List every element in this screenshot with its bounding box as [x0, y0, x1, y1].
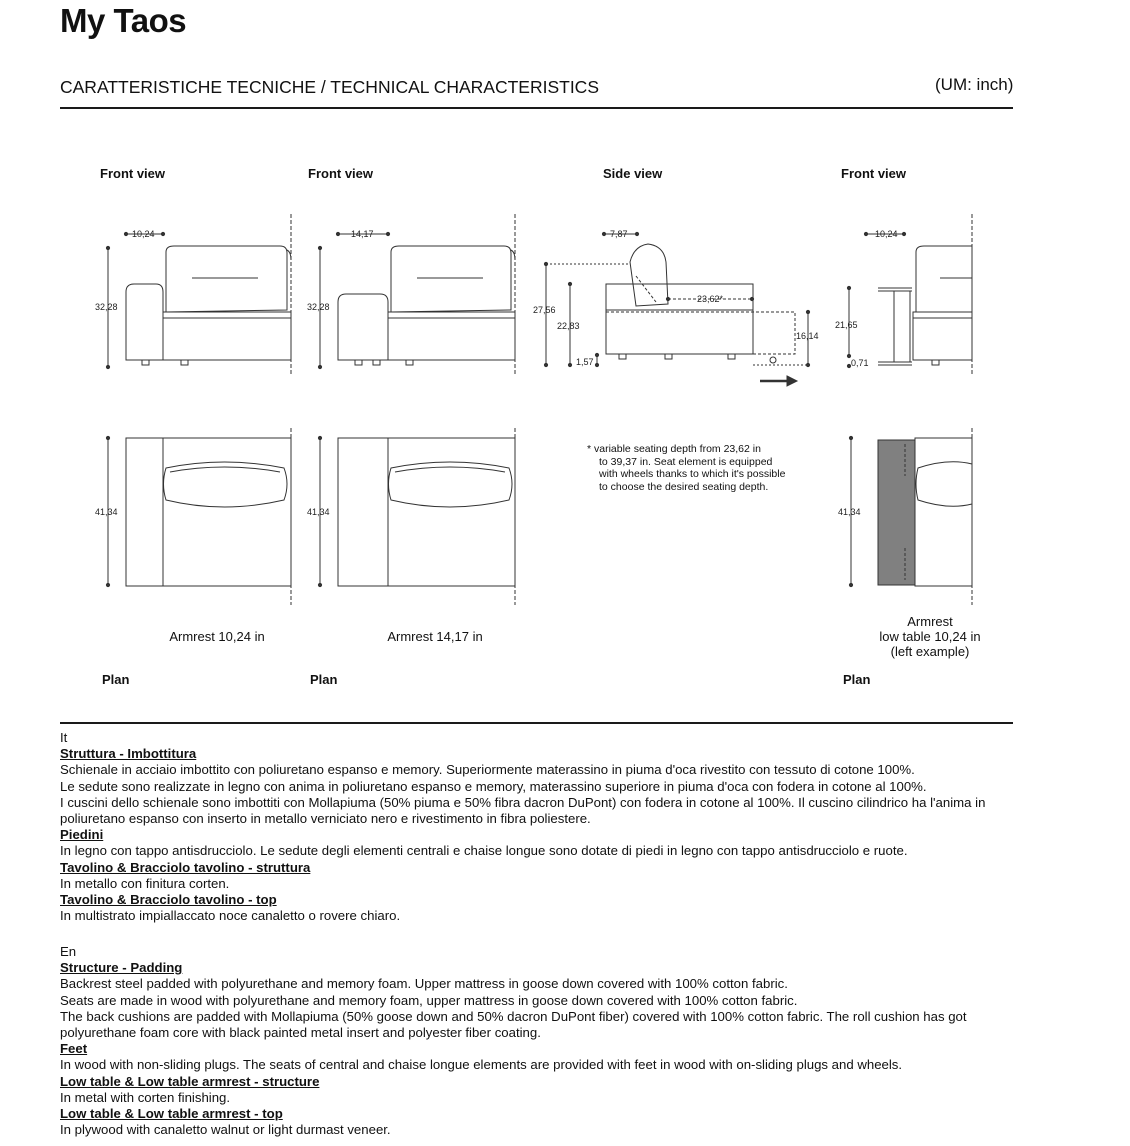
section-rule [60, 722, 1013, 724]
plan-low-table [849, 428, 972, 605]
italian-specs [60, 730, 1020, 924]
dim-10-24-b: 10,24 [875, 229, 898, 239]
it-heading-table-structure: Tavolino & Bracciolo tavolino - struttura [60, 859, 311, 875]
front-view-low-table [847, 214, 972, 376]
caption-low-table-line-2: low table 10,24 in [879, 629, 981, 644]
dim-7-87: 7,87 [610, 229, 628, 239]
en-heading-table-structure: Low table & Low table armrest - structure [60, 1073, 320, 1089]
lang-en: En [60, 944, 77, 959]
dim-41-34-a: 41,34 [95, 507, 118, 517]
en-heading-feet: Feet [60, 1041, 88, 1057]
dim-21-65: 21,65 [835, 320, 858, 330]
seating-depth-note [587, 443, 817, 493]
it-para-1b: Le sedute sono realizzate in legno con anima in poliuretano espanso e memory, materassino superiore in piuma d'oca con fodera in cotone al 100%. [60, 778, 927, 794]
front-view-armrest-14-17 [318, 214, 515, 376]
caption-low-table-line-1: Armrest [907, 614, 953, 629]
caption-low-table-line-3: (left example) [890, 644, 970, 659]
it-para-2: In legno con tappo antisdrucciolo. Le sedute degli elementi centrali e chaise longue sono dotate di piedi in legno con tappo antisdrucciolo e ruote. [60, 843, 908, 859]
plan-label-1: Plan [102, 672, 130, 687]
view-label-front-3: Front view [841, 166, 907, 181]
dim-27-56: 27,56 [533, 305, 556, 315]
page-title: My Taos [60, 2, 187, 39]
dim-0-71: 0,71 [851, 358, 869, 368]
en-heading-structure: Structure - Padding [60, 960, 183, 976]
note-line-1: * variable seating depth from 23,62 in [587, 443, 761, 455]
it-heading-table-top: Tavolino & Bracciolo tavolino - top [60, 892, 277, 908]
dim-14-17: 14,17 [351, 229, 374, 239]
plan-armrest-14-17 [318, 428, 515, 605]
dim-1-57: 1,57 [576, 357, 594, 367]
dim-41-34-c: 41,34 [838, 507, 861, 517]
it-heading-feet: Piedini [60, 827, 104, 843]
note-line-4: to choose the desired seating depth. [599, 480, 769, 493]
it-para-1a: Schienale in acciaio imbottito con poliuretano espanso e memory. Superiormente materassino in piuma d'oca rivestito con tessuto di cotone 100%. [60, 762, 915, 778]
it-para-3: In metallo con finitura corten. [60, 875, 230, 891]
english-specs [60, 944, 1020, 1138]
view-label-side: Side view [603, 166, 663, 181]
caption-low-table [850, 614, 1010, 659]
dim-16-14: 16,14 [796, 331, 819, 341]
dim-32-28-b: 32,28 [307, 302, 330, 312]
note-line-3: with wheels thanks to which it's possible [599, 468, 786, 480]
plan-armrest-10-24 [106, 428, 291, 605]
en-para-4: In plywood with canaletto walnut or light durmast veneer. [60, 1122, 391, 1138]
it-heading-structure: Struttura - Imbottitura [60, 746, 197, 762]
it-para-4: In multistrato impiallaccato noce canaletto o rovere chiaro. [60, 908, 401, 924]
it-para-1c: I cuscini dello schienale sono imbottiti con Mollapiuma (50% piuma e 50% fibra dacron DuPont) con fodera in cotone al 100%. Il cuscino cilindrico ha l'anima in poliuretano espanso con inserto in metallo verniciato nero e rivestimento in fibra poliestere. [60, 794, 986, 827]
en-para-2: In wood with non-sliding plugs. The seats of central and chaise longue elements are provided with feet in wood with on-sliding plugs and wheels. [60, 1057, 903, 1073]
en-para-1a: Backrest steel padded with polyurethane and memory foam. Upper mattress in goose down covered with 100% cotton fabric. [60, 976, 788, 992]
view-label-front-2: Front view [308, 166, 374, 181]
caption-armrest-14-17: Armrest 14,17 in [387, 629, 483, 644]
caption-armrest-10-24: Armrest 10,24 in [169, 629, 265, 644]
unit-label: (UM: inch) [935, 75, 1014, 94]
plan-label-3: Plan [843, 672, 871, 687]
view-label-front-1: Front view [100, 166, 166, 181]
dim-23-62: 23,62* [697, 294, 724, 304]
lang-it: It [60, 730, 68, 745]
dim-10-24-a: 10,24 [132, 229, 155, 239]
dim-41-34-b: 41,34 [307, 507, 330, 517]
note-line-2: to 39,37 in. Seat element is equipped [599, 455, 773, 468]
section-subtitle: CARATTERISTICHE TECNICHE / TECHNICAL CHARACTERISTICS [60, 77, 599, 97]
en-heading-table-top: Low table & Low table armrest - top [60, 1106, 283, 1122]
plan-label-2: Plan [310, 672, 338, 687]
en-para-1b: Seats are made in wood with polyurethane and memory foam, upper mattress in goose down covered with 100% cotton fabric. [60, 992, 798, 1008]
en-para-1c: The back cushions are padded with Mollapiuma (50% goose down and 50% dacron DuPont fiber) covered with 100% cotton fabric. The roll cushion has got polyurethane foam core with black painted metal insert and polyester fiber coating. [60, 1008, 967, 1041]
dim-32-28-a: 32,28 [95, 302, 118, 312]
dim-22-83: 22,83 [557, 321, 580, 331]
en-para-3: In metal with corten finishing. [60, 1089, 231, 1105]
